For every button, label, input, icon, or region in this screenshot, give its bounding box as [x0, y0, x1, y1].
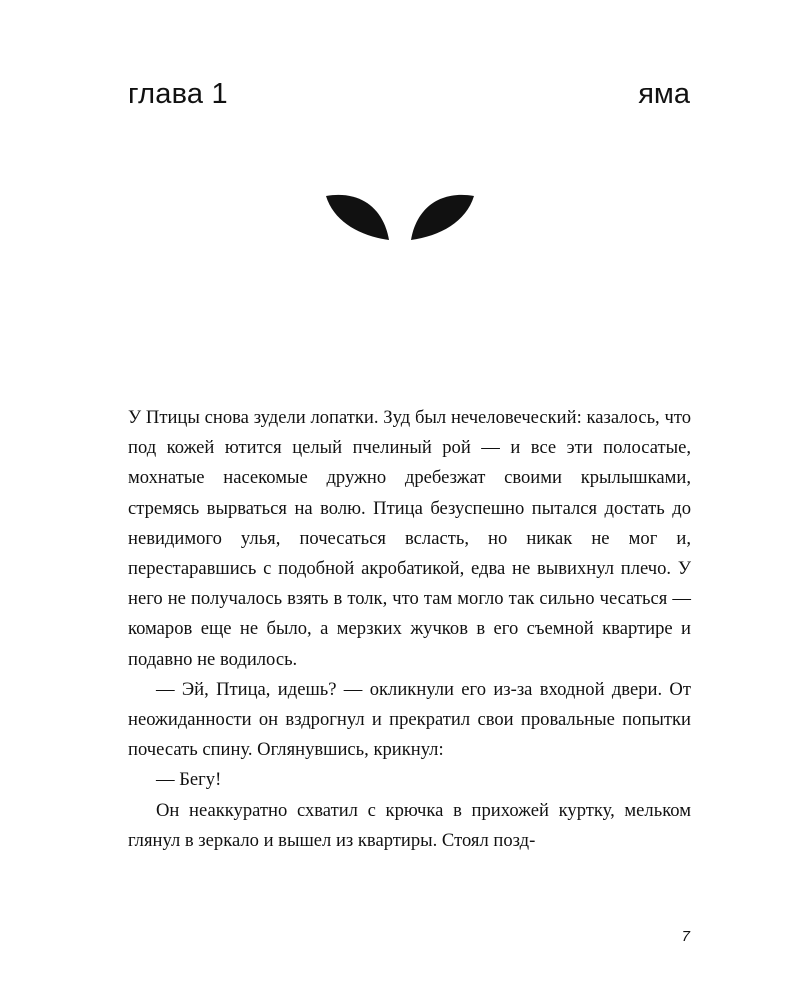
paragraph: — Бегу!	[156, 769, 222, 791]
right-eye-icon	[411, 195, 474, 240]
left-eye-icon	[326, 195, 389, 240]
body-text	[128, 403, 691, 856]
eyes-icon	[322, 188, 478, 244]
chapter-title: яма	[638, 78, 690, 110]
paragraph: — Эй, Птица, идешь? — окликнули его из-за входной двери. От неожиданности он вздрогнул и прекратил свои провальные попытки почесать спину. Оглянувшись, крикнул:	[128, 678, 691, 761]
chapter-number: глава 1	[128, 78, 228, 110]
paragraph: У Птицы снова зудели лопатки. Зуд был нечеловеческий: казалось, что под кожей ютится целый пчелиный рой — и все эти полосатые, мохнатые насекомые дружно дребезжат своими крылышками, стремясь вырваться на волю. Птица безуспешно пытался достать до невидимого улья, почесаться всласть, но никак не мог и, перестаравшись с подобной акробатикой, едва не вывихнул плечо. У него не получалось взять в толк, что там могло так сильно чесаться — комаров еще не было, а мерзких жучков в его съемной квартире и подавно не водилось.	[128, 407, 691, 670]
page-number: 7	[681, 928, 690, 945]
paragraph: Он неаккуратно схватил с крючка в прихожей куртку, мельком глянул в зеркало и вышел из квартиры. Стоял позд-	[128, 799, 691, 851]
